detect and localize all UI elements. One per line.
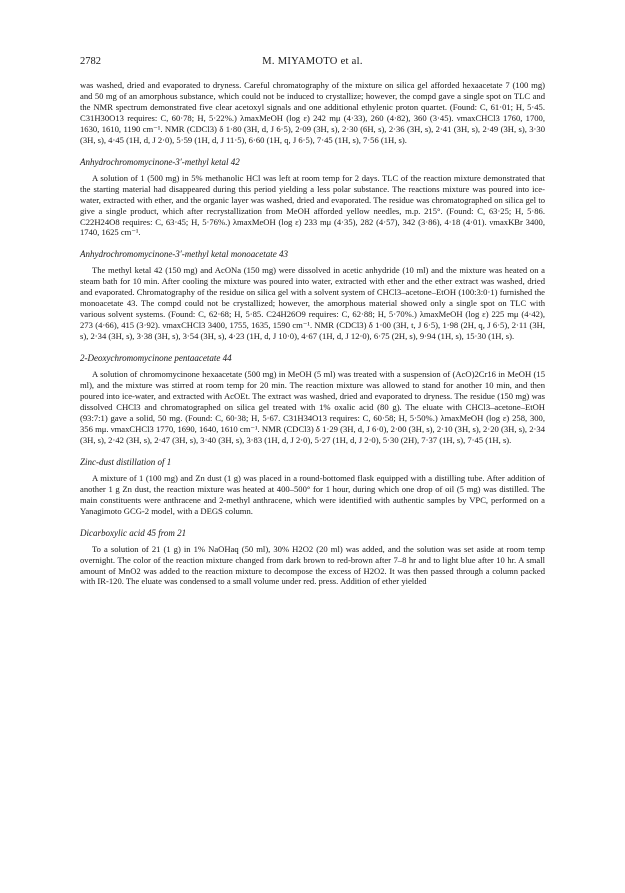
article-body (80, 80, 545, 587)
heading-methyl-ketal-42: Anhydrochromomycinone-3′-methyl ketal 42 (80, 156, 240, 167)
paragraph-methyl-ketal-42: A solution of 1 (500 mg) in 5% methanolic HCl was left at room temp for 2 days. TLC of the reaction mixture demonstrated that the starting material had disappeared during this period yielding a less polar substance. The reactions mixture was poured into ice-water, extracted with ether, and the organic layer was washed, dried and evaporated. The residue was chromatographed on silica gel to give a single product, which after recrystallization from MeOH afforded yellow needles, m.p. 215°. (Found: C, 63·25; H, 5·86. C22H24O8 requires: C, 63·45; H, 5·76%.) λmaxMeOH (log ε) 233 mμ (4·35), 282 (4·57), 342 (3·86), 4·18 (4·01). νmaxKBr 3400, 1740, 1625 cm⁻¹. (80, 172, 545, 238)
paragraph-pentaacetate-44: A solution of chromomycinone hexaacetate (500 mg) in MeOH (5 ml) was treated with a suspension of (AcO)2Cr16 in MeOH (15 ml), and the mixture was stirred at room temp for 20 min. The reaction mixture was allowed to stand for another 10 min, and then poured into ice-water, and extracted with AcOEt. The extract was washed, dried and evaporated to dryness. The residue (150 mg) was dissolved CHCl3 and chromatographed on silica gel treated with 1% oxalic acid (80 g). The eluate with CHCl3–acetone–EtOH (93:7:1) gave a solid, 50 mg. (Found: C, 60·38; H, 5·67. C31H34O13 requires: C, 60·58; H, 5·50%.) λmaxMeOH (log ε) 258, 300, 356 mμ. νmaxCHCl3 1770, 1690, 1640, 1610 cm⁻¹. NMR (CDCl3) δ 1·29 (3H, d, J 6·0), 2·00 (3H, s), 2·10 (3H, s), 2·20 (3H, s), 2·34 (3H, s), 2·42 (3H, s), 2·47 (3H, s), 3·40 (3H, s), 3·83 (1H, d, J 2·0), 5·27 (1H, d, J 2·0), 5·30 (2H), 7·37 (1H, s), 7·45 (1H, s). (80, 369, 545, 445)
paragraph-intro: was washed, dried and evaporated to dryness. Careful chromatography of the mixture on silica gel afforded hexaacetate 7 (100 mg) and 50 mg of an amorphous substance, which could not be induced to crystallize; however, the compd gave a single spot on TLC and the NMR spectrum demonstrated five clear acetoxyl signals and one additional ethylenic proton quartet. (Found: C, 61·01; H, 5·45. C31H30O13 requires: C, 60·78; H, 5·22%.) λmaxMeOH (log ε) 242 mμ (4·33), 260 (4·82), 360 (3·45). νmaxCHCl3 1760, 1700, 1630, 1610, 1190 cm⁻¹. NMR (CDCl3) δ 1·80 (3H, d, J 6·5), 2·09 (3H, s), 2·30 (6H, s), 2·36 (3H, s), 2·41 (3H, s), 2·49 (3H, s), 3·30 (3H, s), 4·45 (1H, d, J 2·0), 5·59 (1H, d, J 11·5), 6·60 (1H, q, J 6·5), 7·45 (1H, s), 7·56 (1H, s). (80, 80, 545, 145)
page-number: 2782 (80, 56, 101, 67)
running-header (80, 56, 545, 70)
heading-pentaacetate-44: 2-Deoxychromomycinone pentaacetate 44 (80, 353, 232, 364)
running-header-authors: M. MIYAMOTO et al. (262, 56, 363, 67)
heading-dicarboxylic-acid-45: Dicarboxylic acid 45 from 21 (80, 527, 187, 538)
paragraph-monoacetate-43: The methyl ketal 42 (150 mg) and AcONa (150 mg) were dissolved in acetic anhydride (10 ml) and the mixture was heated on a steam bath for 10 min. After cooling the mixture was poured into water, extracted with ether and the ether extract was washed, dried and evaporated. Chromatography of the residue on silica gel with a solvent system of CHCl3–acetone–EtOH (100:3:0·1) furnished the monoacetate 43. The compd could not be crystallized; however, the amorphous material showed only a single spot on TLC with various solvent systems. (Found: C, 62·68; H, 5·85. C24H26O9 requires: C, 62·88; H, 5·70%.) λmaxMeOH (log ε) 225 mμ (4·42), 273 (4·66), 415 (3·92). νmaxCHCl3 3400, 1755, 1635, 1590 cm⁻¹. NMR (CDCl3) δ 1·00 (3H, t, J 6·5), 1·98 (2H, q, J 6·5), 2·11 (3H, s), 2·34 (3H, s), 3·38 (3H, s), 3·54 (3H, s), 4·23 (1H, d, J 10·0), 4·67 (1H, d, J 12·0), 6·75 (2H, s), 9·94 (1H, s), 15·30 (1H, s). (80, 265, 545, 342)
heading-monoacetate-43: Anhydrochromomycinone-3′-methyl ketal monoacetate 43 (80, 249, 288, 260)
paragraph-dicarboxylic-acid-45: To a solution of 21 (1 g) in 1% NaOHaq (50 ml), 30% H2O2 (20 ml) was added, and the solution was set aside at room temp overnight. The color of the reaction mixture changed from dark brown to red-brown after 7–8 hr and to light blue after 10 hr. A small amount of MnO2 was added to the reaction mixture to decompose the excess of H2O2. It was then passed through a column packed with IR-120. The eluate was condensed to a small volume under red. press. Addition of ether yielded (80, 543, 545, 587)
heading-zinc-dust-distillation: Zinc-dust distillation of 1 (80, 456, 172, 467)
paragraph-zinc-dust-distillation: A mixture of 1 (100 mg) and Zn dust (1 g) was placed in a round-bottomed flask equipped with a distilling tube. After addition of another 1 g Zn dust, the reaction mixture was heated at 400–500° for 1 hour, during which one drop of oil (5 mg) was distilled. The main constituents were anthracene and 2-methyl anthracene, which were identified with authentic samples by VPC, performed on a Yanagimoto GCG-2 model, with a DEGS column. (80, 472, 545, 516)
